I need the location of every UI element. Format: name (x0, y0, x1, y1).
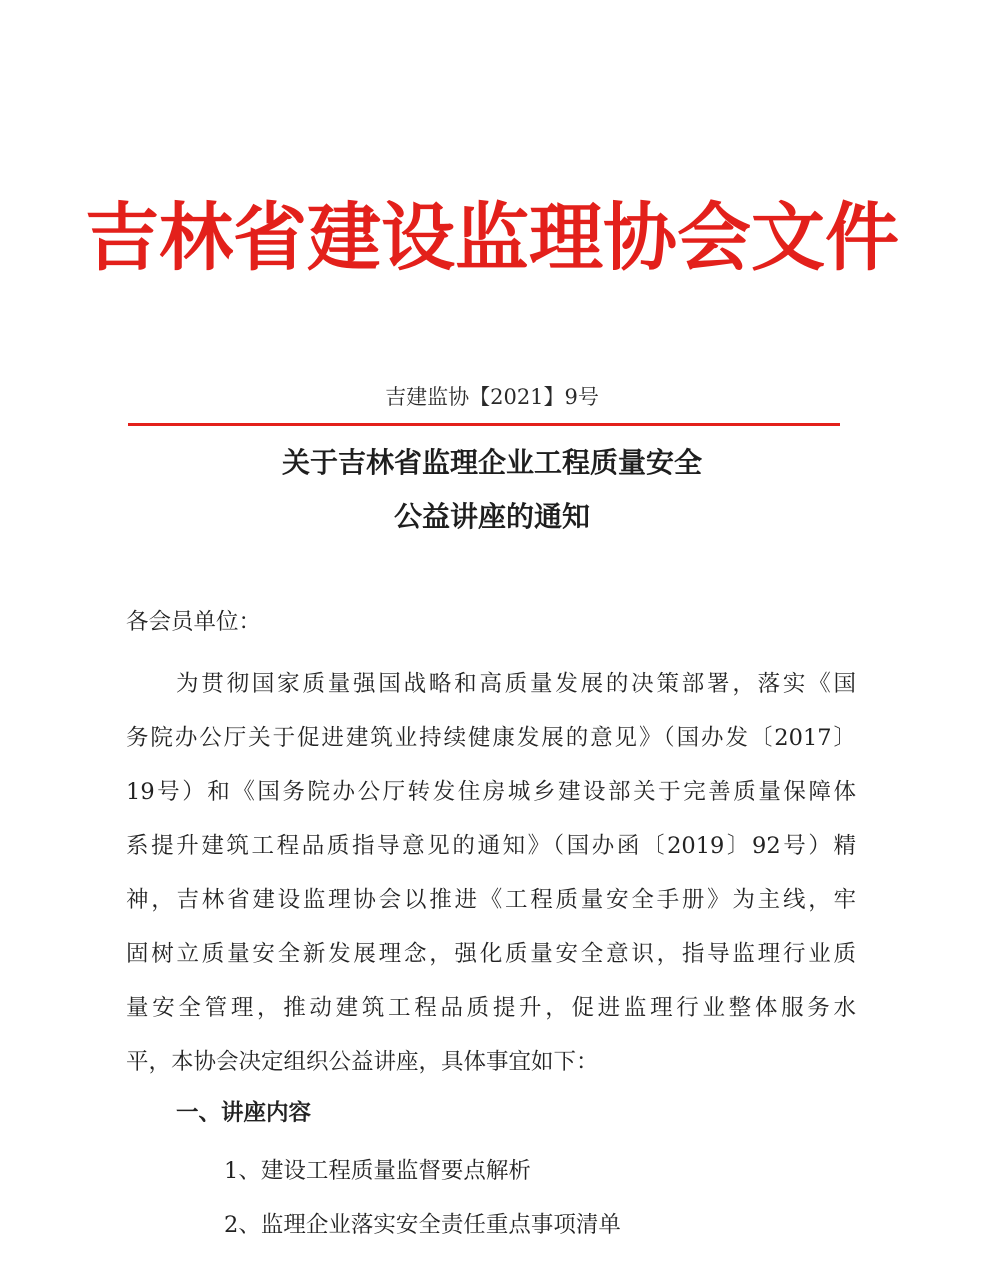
section-heading: 一、讲座内容 (176, 1100, 312, 1126)
red-separator-line (128, 423, 840, 426)
paragraph-line: 系提升建筑工程品质指导意见的通知》（国办函〔2019〕92号）精 (126, 833, 856, 859)
paragraph-line: 务院办公厅关于促进建筑业持续健康发展的意见》（国办发〔2017〕 (126, 725, 856, 751)
paragraph-line: 19号）和《国务院办公厅转发住房城乡建设部关于完善质量保障体 (126, 779, 856, 805)
masthead-title: 吉林省建设监理协会文件 (85, 195, 899, 281)
paragraph-line: 固树立质量安全新发展理念，强化质量安全意识，指导监理行业质 (126, 941, 856, 967)
paragraph-line: 神，吉林省建设监理协会以推进《工程质量安全手册》为主线，牢 (126, 887, 856, 913)
notice-title-line-2: 公益讲座的通知 (393, 500, 590, 533)
paragraph-line: 平，本协会决定组织公益讲座，具体事宜如下： (126, 1049, 599, 1075)
list-item: 1、建设工程质量监督要点解析 (224, 1158, 531, 1184)
document-number: 吉建监协【2021】9号 (385, 385, 599, 409)
paragraph-line: 量安全管理，推动建筑工程品质提升，促进监理行业整体服务水 (126, 995, 856, 1021)
notice-title-line-1: 关于吉林省监理企业工程质量安全 (281, 446, 702, 479)
salutation: 各会员单位： (126, 609, 262, 635)
paragraph-line: 为贯彻国家质量强国战略和高质量发展的决策部署，落实《国 (176, 671, 856, 697)
list-item: 2、监理企业落实安全责任重点事项清单 (224, 1212, 621, 1238)
